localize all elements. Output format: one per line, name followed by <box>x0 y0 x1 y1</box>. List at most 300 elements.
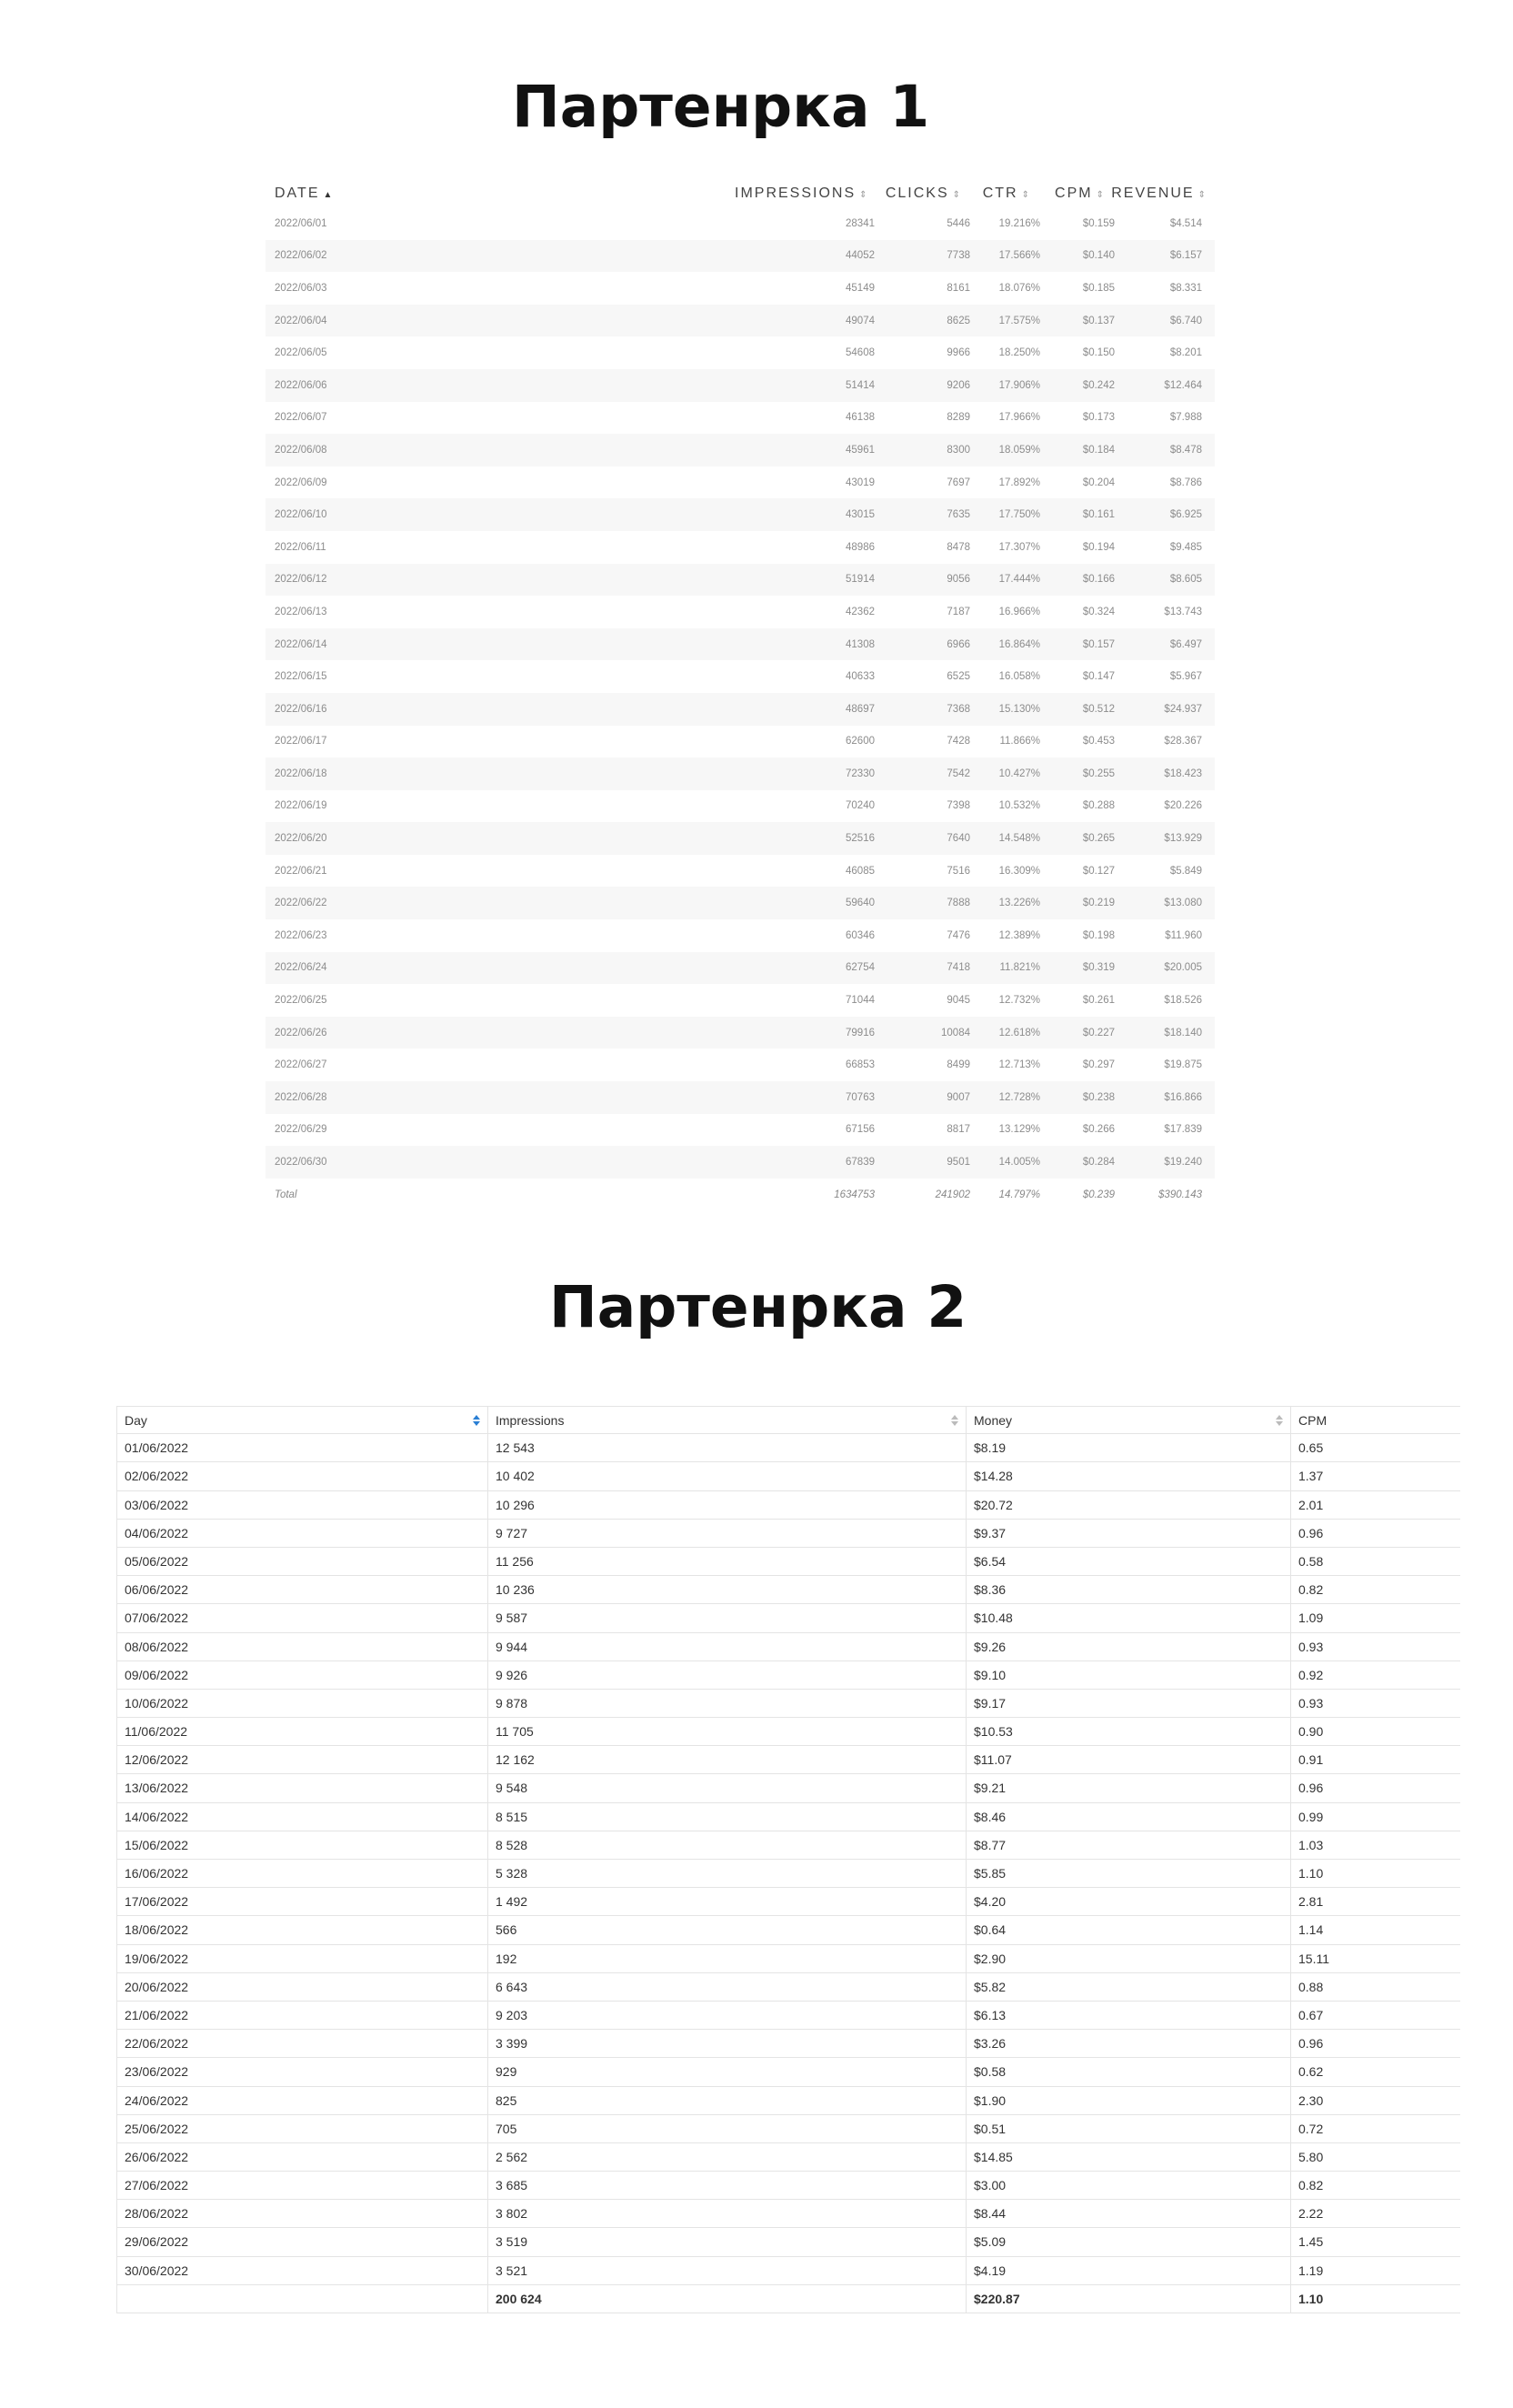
cell-day: 07/06/2022 <box>116 1604 488 1631</box>
cell-clicks: 7888 <box>947 898 970 909</box>
cell-money: $2.90 <box>967 1945 1291 1972</box>
cell-revenue: $24.937 <box>1164 703 1202 715</box>
partner1-title: Партенрка 1 <box>512 74 930 140</box>
table-row <box>116 1520 1460 1548</box>
cell-impressions: 11 705 <box>488 1718 967 1745</box>
cell-impressions: 5 328 <box>488 1860 967 1887</box>
cell-date: 2022/06/14 <box>275 638 327 650</box>
cell-revenue: $6.157 <box>1169 250 1202 262</box>
cell-ctr: 12.713% <box>998 1059 1040 1071</box>
partner2-table <box>116 1406 1460 2313</box>
cell-cpm: $0.512 <box>1082 703 1115 715</box>
cell-ctr: 12.618% <box>998 1027 1040 1038</box>
cell-date: 2022/06/02 <box>275 250 327 262</box>
cell-money: $8.77 <box>967 1831 1291 1859</box>
cell-impressions: 3 521 <box>488 2257 967 2284</box>
cell-clicks: 8478 <box>947 541 970 553</box>
cell-money: $11.07 <box>967 1746 1291 1773</box>
table-row <box>266 1048 1215 1081</box>
cell-impressions: 3 519 <box>488 2228 967 2255</box>
cell-clicks: 7476 <box>947 929 970 941</box>
cell-impressions: 825 <box>488 2087 967 2114</box>
cell-clicks: 7697 <box>947 477 970 488</box>
cell-ctr: 14.548% <box>998 833 1040 845</box>
cell-revenue: $18.526 <box>1164 995 1202 1007</box>
column-header-date[interactable]: DATE ▲ <box>275 186 333 201</box>
total-ctr: 14.797% <box>998 1189 1040 1200</box>
cell-cpm: 0.82 <box>1298 1582 1324 1598</box>
cell-impressions: 46085 <box>846 865 875 877</box>
cell-cpm: $0.185 <box>1082 282 1115 294</box>
table-row <box>266 790 1215 823</box>
cell-day: 01/06/2022 <box>116 1434 488 1461</box>
cell-day: 28/06/2022 <box>116 2200 488 2227</box>
column-header-cpm[interactable]: CPM ⇕ <box>1055 186 1104 201</box>
cell-date: 2022/06/24 <box>275 962 327 974</box>
cell-day: 19/06/2022 <box>116 1945 488 1972</box>
table-row <box>266 822 1215 855</box>
cell-clicks: 9206 <box>947 379 970 391</box>
sort-icon: ⇕ <box>1096 190 1104 200</box>
cell-date: 2022/06/11 <box>275 541 326 553</box>
total-label: Total <box>275 1189 297 1200</box>
cell-cpm: $0.453 <box>1082 736 1115 747</box>
cell-cpm: 0.96 <box>1298 1525 1324 1540</box>
cell-day: 08/06/2022 <box>116 1633 488 1661</box>
cell-clicks: 7418 <box>947 962 970 974</box>
cell-day: 16/06/2022 <box>116 1860 488 1887</box>
partner1-header-row <box>266 180 1215 207</box>
cell-cpm: $0.238 <box>1082 1091 1115 1103</box>
table-row <box>116 1661 1460 1690</box>
cell-impressions: 54608 <box>846 347 875 359</box>
cell-cpm: 0.93 <box>1298 1639 1324 1654</box>
table-row <box>266 240 1215 273</box>
cell-cpm: 0.96 <box>1298 2036 1324 2052</box>
cell-impressions: 10 402 <box>488 1462 967 1490</box>
table-row <box>116 2172 1460 2200</box>
cell-day: 13/06/2022 <box>116 1774 488 1801</box>
cell-ctr: 12.728% <box>998 1091 1040 1103</box>
cell-impressions: 192 <box>488 1945 967 1972</box>
cell-cpm: 2.81 <box>1298 1894 1324 1910</box>
cell-impressions: 705 <box>488 2115 967 2142</box>
cell-cpm: 5.80 <box>1298 2149 1324 2164</box>
cell-day: 02/06/2022 <box>116 1462 488 1490</box>
table-row <box>266 1081 1215 1114</box>
cell-clicks: 7738 <box>947 250 970 262</box>
table-row <box>116 1690 1460 1718</box>
cell-cpm: 1.19 <box>1298 2263 1324 2278</box>
cell-money: $9.17 <box>967 1690 1291 1717</box>
cell-ctr: 17.566% <box>998 250 1040 262</box>
cell-revenue: $17.839 <box>1164 1124 1202 1136</box>
cell-clicks: 5446 <box>947 217 970 229</box>
cell-ctr: 13.226% <box>998 898 1040 909</box>
cell-cpm: 0.96 <box>1298 1781 1324 1796</box>
cell-cpm: $0.319 <box>1082 962 1115 974</box>
cell-cpm: 0.72 <box>1298 2121 1324 2136</box>
cell-cpm: $0.166 <box>1082 574 1115 586</box>
partner2-total-row <box>116 2285 1460 2313</box>
total-money: $220.87 <box>967 2285 1291 2313</box>
table-row <box>116 1633 1460 1661</box>
cell-day: 30/06/2022 <box>116 2257 488 2284</box>
cell-cpm: $0.324 <box>1082 606 1115 617</box>
cell-cpm: $0.173 <box>1082 412 1115 424</box>
cell-clicks: 10084 <box>941 1027 970 1038</box>
cell-cpm: $0.161 <box>1082 509 1115 521</box>
cell-cpm: 2.30 <box>1298 2092 1324 2108</box>
cell-impressions: 28341 <box>846 217 875 229</box>
cell-cpm: $0.204 <box>1082 477 1115 488</box>
cell-ctr: 11.821% <box>999 962 1040 974</box>
cell-day: 18/06/2022 <box>116 1916 488 1943</box>
cell-cpm: $0.284 <box>1082 1157 1115 1169</box>
column-header-revenue[interactable]: REVENUE ⇕ <box>1111 186 1206 201</box>
cell-impressions: 48697 <box>846 703 875 715</box>
cell-cpm: 0.93 <box>1298 1695 1324 1711</box>
column-header-day[interactable]: Day <box>116 1407 488 1433</box>
table-row <box>116 1831 1460 1860</box>
sort-icon: ⇕ <box>1197 190 1206 200</box>
cell-day: 12/06/2022 <box>116 1746 488 1773</box>
sort-icon <box>951 1415 958 1426</box>
cell-ctr: 11.866% <box>999 736 1040 747</box>
table-row <box>116 1803 1460 1831</box>
cell-clicks: 6966 <box>947 638 970 650</box>
table-row <box>266 434 1215 467</box>
cell-ctr: 18.250% <box>998 347 1040 359</box>
cell-ctr: 16.966% <box>998 606 1040 617</box>
cell-date: 2022/06/17 <box>275 736 327 747</box>
table-row <box>266 726 1215 758</box>
cell-revenue: $18.423 <box>1164 768 1202 779</box>
cell-cpm: $0.198 <box>1082 929 1115 941</box>
cell-money: $4.20 <box>967 1888 1291 1915</box>
cell-impressions: 45961 <box>846 444 875 456</box>
cell-clicks: 8499 <box>947 1059 970 1071</box>
cell-date: 2022/06/27 <box>275 1059 327 1071</box>
table-row <box>116 2115 1460 2143</box>
column-header-impressions[interactable]: Impressions <box>488 1407 967 1433</box>
cell-ctr: 15.130% <box>998 703 1040 715</box>
cell-revenue: $13.743 <box>1164 606 1202 617</box>
cell-revenue: $12.464 <box>1164 379 1202 391</box>
cell-impressions: 9 587 <box>488 1604 967 1631</box>
cell-impressions: 72330 <box>846 768 875 779</box>
partner2-header-row <box>116 1406 1460 1434</box>
cell-cpm: 2.22 <box>1298 2206 1324 2222</box>
cell-ctr: 16.309% <box>998 865 1040 877</box>
cell-impressions: 46138 <box>846 412 875 424</box>
table-row <box>116 1718 1460 1746</box>
total-label <box>116 2285 488 2313</box>
table-row <box>266 336 1215 369</box>
cell-impressions: 49074 <box>846 315 875 326</box>
cell-clicks: 7398 <box>947 800 970 812</box>
column-header-impressions[interactable]: IMPRESSIONS ⇕ <box>735 186 867 201</box>
cell-impressions: 3 685 <box>488 2172 967 2199</box>
table-row <box>266 207 1215 240</box>
cell-date: 2022/06/09 <box>275 477 327 488</box>
partner1-table-body <box>266 207 1215 1179</box>
cell-cpm: 15.11 <box>1298 1951 1329 1966</box>
cell-impressions: 566 <box>488 1916 967 1943</box>
cell-cpm: 0.88 <box>1298 1979 1324 1994</box>
cell-money: $0.51 <box>967 2115 1291 2142</box>
cell-day: 09/06/2022 <box>116 1661 488 1689</box>
cell-cpm: $0.194 <box>1082 541 1115 553</box>
table-row <box>266 952 1215 985</box>
table-row <box>116 2143 1460 2172</box>
cell-date: 2022/06/19 <box>275 800 327 812</box>
cell-day: 25/06/2022 <box>116 2115 488 2142</box>
cell-cpm: $0.266 <box>1082 1124 1115 1136</box>
cell-ctr: 17.575% <box>998 315 1040 326</box>
cell-ctr: 18.076% <box>998 282 1040 294</box>
cell-impressions: 51914 <box>846 574 875 586</box>
cell-impressions: 79916 <box>846 1027 875 1038</box>
cell-clicks: 8161 <box>947 282 970 294</box>
cell-cpm: 0.65 <box>1298 1440 1324 1456</box>
cell-cpm: $0.219 <box>1082 898 1115 909</box>
cell-date: 2022/06/18 <box>275 768 327 779</box>
cell-date: 2022/06/10 <box>275 509 327 521</box>
cell-cpm: $0.147 <box>1082 671 1115 683</box>
table-row <box>266 1114 1215 1147</box>
total-clicks: 241902 <box>935 1189 970 1200</box>
cell-revenue: $18.140 <box>1164 1027 1202 1038</box>
table-row <box>116 1973 1460 2002</box>
cell-revenue: $6.925 <box>1169 509 1202 521</box>
cell-cpm: 1.37 <box>1298 1469 1324 1484</box>
cell-cpm: 0.92 <box>1298 1667 1324 1682</box>
cell-day: 27/06/2022 <box>116 2172 488 2199</box>
column-header-clicks[interactable]: CLICKS ⇕ <box>885 186 960 201</box>
cell-impressions: 3 399 <box>488 2030 967 2057</box>
cell-cpm: 1.10 <box>1298 1866 1324 1881</box>
cell-impressions: 10 236 <box>488 1576 967 1603</box>
cell-impressions: 929 <box>488 2058 967 2085</box>
cell-impressions: 10 296 <box>488 1491 967 1519</box>
cell-impressions: 71044 <box>846 995 875 1007</box>
cell-revenue: $8.786 <box>1169 477 1202 488</box>
cell-day: 23/06/2022 <box>116 2058 488 2085</box>
cell-clicks: 7542 <box>947 768 970 779</box>
total-cpm: $0.239 <box>1082 1189 1115 1200</box>
cell-date: 2022/06/22 <box>275 898 327 909</box>
table-row <box>266 1017 1215 1049</box>
cell-cpm: $0.127 <box>1082 865 1115 877</box>
cell-money: $8.19 <box>967 1434 1291 1461</box>
cell-cpm: $0.255 <box>1082 768 1115 779</box>
cell-money: $4.19 <box>967 2257 1291 2284</box>
cell-clicks: 8625 <box>947 315 970 326</box>
cell-impressions: 67839 <box>846 1157 875 1169</box>
cell-day: 14/06/2022 <box>116 1803 488 1831</box>
cell-impressions: 45149 <box>846 282 875 294</box>
cell-cpm: 1.45 <box>1298 2234 1324 2250</box>
cell-ctr: 17.906% <box>998 379 1040 391</box>
cell-money: $5.82 <box>967 1973 1291 2001</box>
cell-date: 2022/06/28 <box>275 1091 327 1103</box>
cell-impressions: 43015 <box>846 509 875 521</box>
cell-day: 11/06/2022 <box>116 1718 488 1745</box>
cell-impressions: 62754 <box>846 962 875 974</box>
cell-impressions: 66853 <box>846 1059 875 1071</box>
cell-cpm: $0.242 <box>1082 379 1115 391</box>
cell-impressions: 70763 <box>846 1091 875 1103</box>
cell-money: $9.21 <box>967 1774 1291 1801</box>
cell-money: $0.64 <box>967 1916 1291 1943</box>
table-row <box>116 1774 1460 1802</box>
table-row <box>266 693 1215 726</box>
table-row <box>116 1434 1460 1462</box>
cell-revenue: $6.740 <box>1169 315 1202 326</box>
cell-date: 2022/06/25 <box>275 995 327 1007</box>
cell-day: 15/06/2022 <box>116 1831 488 1859</box>
table-row <box>116 2200 1460 2228</box>
cell-money: $0.58 <box>967 2058 1291 2085</box>
cell-date: 2022/06/13 <box>275 606 327 617</box>
table-row <box>266 531 1215 564</box>
cell-ctr: 18.059% <box>998 444 1040 456</box>
partner1-table <box>266 180 1215 1210</box>
cell-cpm: 2.01 <box>1298 1497 1324 1512</box>
table-row <box>266 305 1215 337</box>
cell-money: $9.26 <box>967 1633 1291 1661</box>
cell-money: $10.53 <box>967 1718 1291 1745</box>
cell-money: $3.26 <box>967 2030 1291 2057</box>
cell-ctr: 17.307% <box>998 541 1040 553</box>
cell-cpm: 1.14 <box>1298 1922 1324 1938</box>
cell-impressions: 52516 <box>846 833 875 845</box>
partner2-title: Партенрка 2 <box>549 1274 967 1340</box>
cell-revenue: $28.367 <box>1164 736 1202 747</box>
cell-date: 2022/06/06 <box>275 379 327 391</box>
cell-cpm: 1.09 <box>1298 1610 1324 1626</box>
cell-clicks: 7368 <box>947 703 970 715</box>
sort-icon <box>1276 1415 1283 1426</box>
cell-impressions: 8 528 <box>488 1831 967 1859</box>
cell-ctr: 16.864% <box>998 638 1040 650</box>
cell-ctr: 13.129% <box>998 1124 1040 1136</box>
cell-clicks: 9966 <box>947 347 970 359</box>
cell-money: $9.37 <box>967 1520 1291 1547</box>
total-impressions: 1634753 <box>834 1189 875 1200</box>
cell-day: 05/06/2022 <box>116 1548 488 1575</box>
table-row <box>266 564 1215 597</box>
cell-cpm: $0.150 <box>1082 347 1115 359</box>
cell-money: $6.13 <box>967 2002 1291 2029</box>
cell-ctr: 12.389% <box>998 929 1040 941</box>
cell-date: 2022/06/30 <box>275 1157 327 1169</box>
cell-money: $8.44 <box>967 2200 1291 2227</box>
cell-revenue: $4.514 <box>1169 217 1202 229</box>
cell-date: 2022/06/23 <box>275 929 327 941</box>
cell-impressions: 40633 <box>846 671 875 683</box>
table-row <box>266 887 1215 919</box>
cell-revenue: $16.866 <box>1164 1091 1202 1103</box>
cell-day: 26/06/2022 <box>116 2143 488 2171</box>
cell-date: 2022/06/20 <box>275 833 327 845</box>
cell-revenue: $13.080 <box>1164 898 1202 909</box>
cell-impressions: 62600 <box>846 736 875 747</box>
cell-ctr: 12.732% <box>998 995 1040 1007</box>
cell-impressions: 12 543 <box>488 1434 967 1461</box>
cell-revenue: $9.485 <box>1169 541 1202 553</box>
cell-clicks: 8289 <box>947 412 970 424</box>
cell-cpm: $0.159 <box>1082 217 1115 229</box>
cell-cpm: $0.288 <box>1082 800 1115 812</box>
cell-ctr: 14.005% <box>998 1157 1040 1169</box>
column-header-ctr[interactable]: CTR ⇕ <box>982 186 1029 201</box>
cell-date: 2022/06/03 <box>275 282 327 294</box>
cell-ctr: 10.427% <box>998 768 1040 779</box>
table-row <box>116 1888 1460 1916</box>
cell-money: $3.00 <box>967 2172 1291 2199</box>
cell-date: 2022/06/16 <box>275 703 327 715</box>
cell-impressions: 43019 <box>846 477 875 488</box>
table-row <box>266 402 1215 435</box>
cell-impressions: 3 802 <box>488 2200 967 2227</box>
cell-date: 2022/06/15 <box>275 671 327 683</box>
cell-revenue: $6.497 <box>1169 638 1202 650</box>
table-row <box>116 1860 1460 1888</box>
table-row <box>266 596 1215 628</box>
cell-cpm: 0.82 <box>1298 2178 1324 2193</box>
cell-clicks: 9007 <box>947 1091 970 1103</box>
cell-day: 22/06/2022 <box>116 2030 488 2057</box>
cell-cpm: 0.67 <box>1298 2007 1324 2022</box>
column-header-money[interactable]: Money <box>967 1407 1291 1433</box>
cell-revenue: $8.478 <box>1169 444 1202 456</box>
cell-impressions: 51414 <box>846 379 875 391</box>
cell-revenue: $7.988 <box>1169 412 1202 424</box>
cell-clicks: 6525 <box>947 671 970 683</box>
table-row <box>116 2030 1460 2058</box>
cell-money: $14.28 <box>967 1462 1291 1490</box>
cell-day: 10/06/2022 <box>116 1690 488 1717</box>
cell-clicks: 7516 <box>947 865 970 877</box>
cell-impressions: 1 492 <box>488 1888 967 1915</box>
cell-date: 2022/06/04 <box>275 315 327 326</box>
cell-impressions: 9 944 <box>488 1633 967 1661</box>
cell-cpm: 0.62 <box>1298 2064 1324 2080</box>
column-header-cpm[interactable]: CPM <box>1298 1413 1328 1428</box>
cell-day: 06/06/2022 <box>116 1576 488 1603</box>
cell-money: $10.48 <box>967 1604 1291 1631</box>
table-row <box>266 369 1215 402</box>
cell-clicks: 8817 <box>947 1124 970 1136</box>
cell-impressions: 9 727 <box>488 1520 967 1547</box>
total-cpm: 1.10 <box>1298 2291 1324 2306</box>
cell-ctr: 17.892% <box>998 477 1040 488</box>
table-row <box>116 1548 1460 1576</box>
cell-cpm: $0.140 <box>1082 250 1115 262</box>
cell-impressions: 9 203 <box>488 2002 967 2029</box>
cell-money: $1.90 <box>967 2087 1291 2114</box>
cell-impressions: 8 515 <box>488 1803 967 1831</box>
cell-revenue: $13.929 <box>1164 833 1202 845</box>
cell-money: $8.46 <box>967 1803 1291 1831</box>
cell-ctr: 16.058% <box>998 671 1040 683</box>
table-row <box>266 498 1215 531</box>
table-row <box>266 272 1215 305</box>
cell-date: 2022/06/26 <box>275 1027 327 1038</box>
cell-impressions: 60346 <box>846 929 875 941</box>
